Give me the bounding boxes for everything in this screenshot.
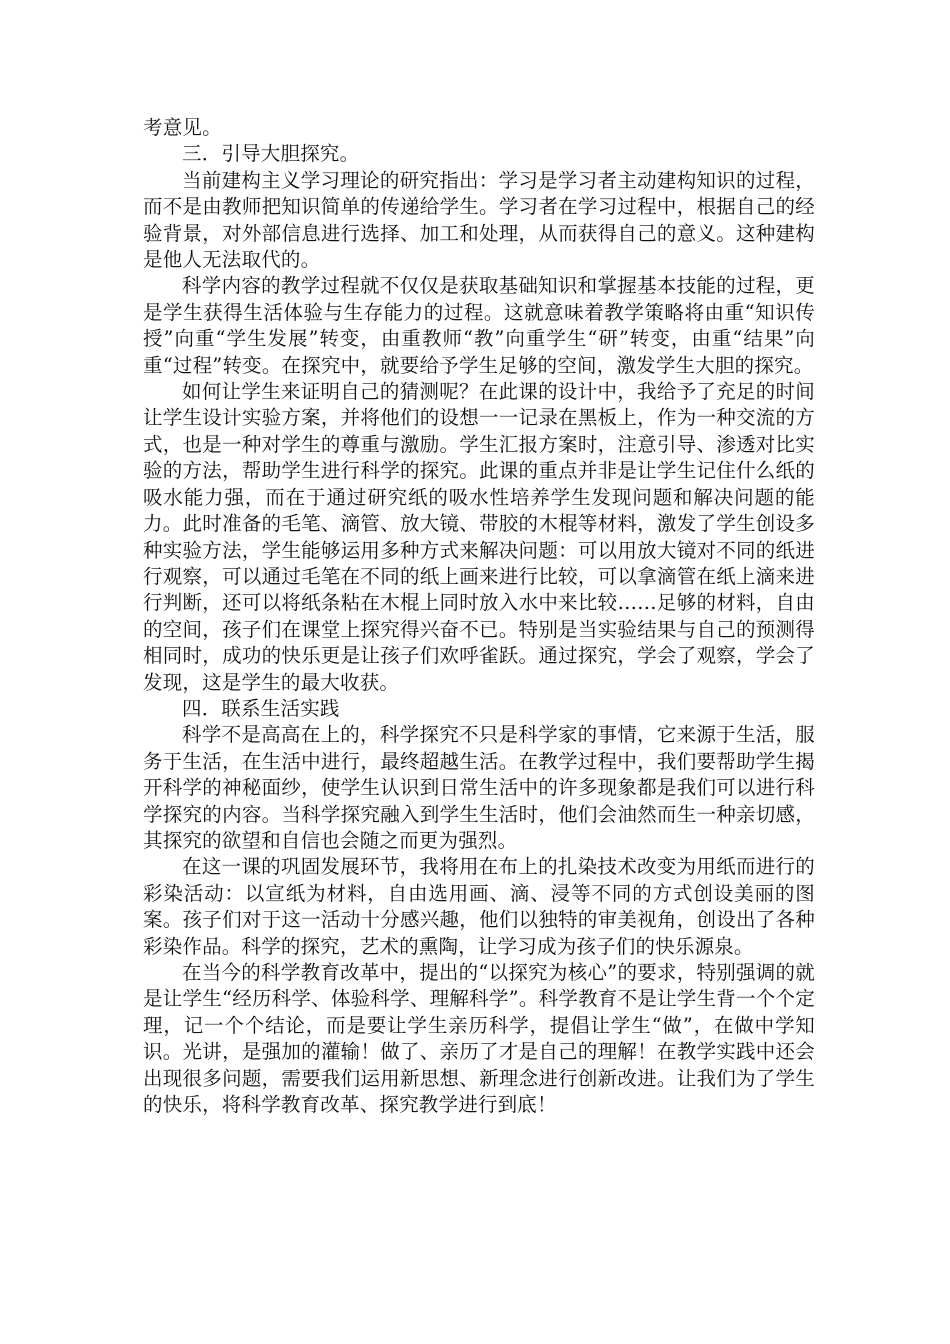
body-paragraph: 在这一课的巩固发展环节，我将用在布上的扎染技术改变为用纸而进行的彩染活动：以宣纸为材料，自由选用画、滴、浸等不同的方式创设美丽的图案。孩子们对于这一活动十分感兴趣，他们以独特的审美视角，创设出了各种彩染作品。科学的探究，艺术的熏陶，让学习成为孩子们的快乐源泉。 <box>143 855 815 958</box>
continuation-paragraph: 考意见。 <box>143 116 222 139</box>
body-paragraph: 当前建构主义学习理论的研究指出：学习是学习者主动建构知识的过程，而不是由教师把知识简单的传递给学生。学习者在学习过程中，根据自己的经验背景，对外部信息进行选择、加工和处理，从而获得自己的意义。这种建构是他人无法取代的。 <box>143 168 815 272</box>
body-paragraph: 科学不是高高在上的，科学探究不只是科学家的事情，它来源于生活，服务于生活，在生活中进行，最终超越生活。在教学过程中，我们要帮助学生揭开科学的神秘面纱，使学生认识到日常生活中的许多现象都是我们可以进行科学探究的内容。当科学探究融入到学生生活时，他们会油然而生一种亲切感，其探究的欲望和自信也会随之而更为强烈。 <box>143 723 815 852</box>
body-paragraph: 如何让学生来证明自己的猜测呢？在此课的设计中，我给予了充足的时间让学生设计实验方案，并将他们的设想一一记录在黑板上，作为一种交流的方式，也是一种对学生的尊重与激励。学生汇报方案时，注意引导、渗透对比实验的方法，帮助学生进行科学的探究。此课的重点并非是让学生记住什么纸的吸水能力强，而在于通过研究纸的吸水性培养学生发现问题和解决问题的能力。此时准备的毛笔、滴管、放大镜、带胶的木棍等材料，激发了学生创设多种实验方法，学生能够运用多种方式来解决问题：可以用放大镜对不同的纸进行观察，可以通过毛笔在不同的纸上画来进行比较，可以拿滴管在纸上滴来进行判断，还可以将纸条粘在木棍上同时放入水中来比较……足够的材料，自由的空间，孩子们在课堂上探究得兴奋不已。特别是当实验结果与自己的预测得相同时，成功的快乐更是让孩子们欢呼雀跃。通过探究，学会了观察，学会了发现，这是学生的最大收获。 <box>143 380 815 694</box>
document-body <box>143 115 815 1118</box>
body-paragraph: 在当今的科学教育改革中，提出的“以探究为核心”的要求，特别强调的就是让学生“经历科学、体验科学、理解科学”。科学教育不是让学生背一个个定理，记一个个结论，而是要让学生亲历科学，提倡让学生“做”，在做中学知识。光讲，是强加的灌输！做了、亲历了才是自己的理解！在教学实践中还会出现很多问题，需要我们运用新思想、新理念进行创新改进。让我们为了学生的快乐，将科学教育改革、探究教学进行到底！ <box>143 961 815 1117</box>
section-heading-4: 四．联系生活实践 <box>182 696 340 720</box>
body-paragraph: 科学内容的教学过程就不仅仅是获取基础知识和掌握基本技能的过程，更是学生获得生活体验与生存能力的过程。这就意味着教学策略将由重“知识传授”向重“学生发展”转变，由重教师“教”向重学生“研”转变，由重“结果”向重“过程”转变。在探究中，就要给予学生足够的空间，激发学生大胆的探究。 <box>143 274 815 377</box>
section-heading-3: 三．引导大胆探究。 <box>182 142 360 166</box>
